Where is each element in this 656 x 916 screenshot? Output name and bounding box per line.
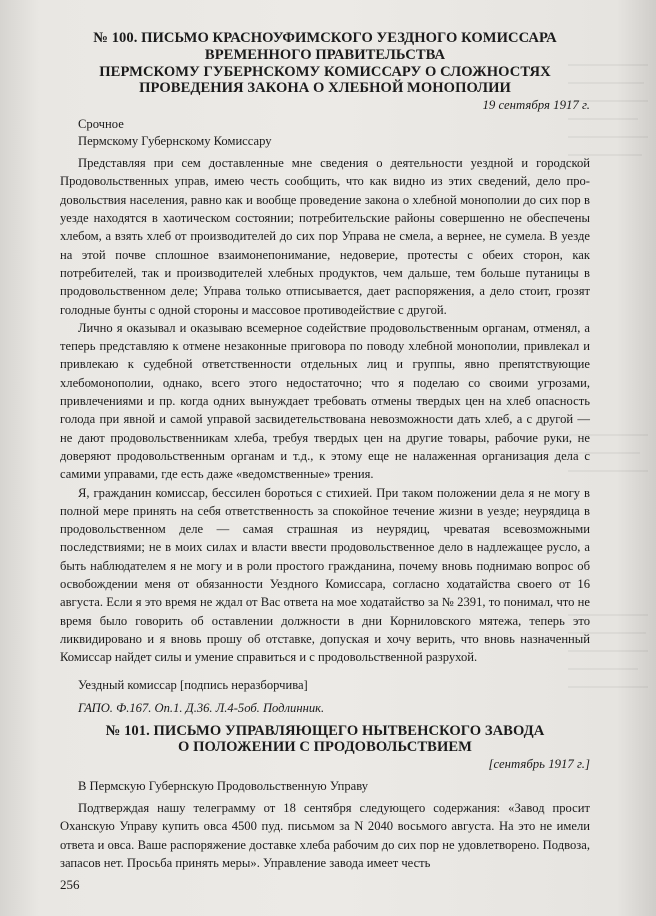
page-content [60,30,590,872]
doc100-title-line: ВРЕМЕННОГО ПРАВИТЕЛЬСТВА [204,46,446,63]
doc100-addressee: Пермскому Губернскому Комиссару [78,134,272,149]
doc100-paragraph: Лично я оказывал и оказываю всемерное содействие продовольственным органам, отменял, а теперь представляю к отмене незаконные приговора по поводу хлебной монополии, привлекал и привлекаю к судебной ответственности отдельных лиц и группы, явно препятствующие хлебомонополии, однако, всего этого недостаточно; что я поделаю со своими угрозами, привлечениями и пр. когда одних вынуждает требовать отмены твердых цен на хлеб опасность голода при явной и самой управой засвидетельствована невозможности дать хлеб, а с другой — не дают продовольственникам хлеба, требуя твердых цен на другие товары, рабочие руки, не доверяют продовольственным органам и т.д., к этому еще не налаженная организация дела с самими управами, где есть даже «ведомственные» трения. [60,320,590,482]
doc100-title-line: ПЕРМСКОМУ ГУБЕРНСКОМУ КОМИССАРУ О СЛОЖНОСТЯХ [99,63,551,80]
document-101 [60,723,590,873]
doc101-title-line: О ПОЛОЖЕНИИ С ПРОДОВОЛЬСТВИЕМ [178,739,472,756]
doc100-paragraph: Я, гражданин комиссар, бессилен бороться с стихией. При таком положении дела я не могу в полной мере принять на себя ответственность за спокойное течение жизни в уезде; неурядица в продовольственном деле — самая страшная из неурядиц, чреватая всевозможными последствиями; не в моих силах и власти ввести продовольственное дело в надлежащее русло, а быть наблюдателем я не могу и в роли простого гражданина, почему вновь поднимаю вопрос об освобождении меня от обязанности Уездного Комиссара, согласно ходатайства своего от 16 августа. Если я это время не ждал от Вас ответа на мое ходатайство за № 2391, то понимал, что не время было говорить об оставлении должности в дни Корниловского мятежа, теперь это ликвидировано и я вновь прошу об отставке, допуская и хочу верить, что вновь назначенный Комиссар найдет силы и умение справиться и с продовольственной разрухой. [60,485,590,665]
document-100 [60,30,590,717]
doc100-paragraph: Представляя при сем доставленные мне сведения о деятельности уездной и городской Продовольственных управ, имею честь сообщить, что как видно из этих сведений, дело продовольствия населения, равно как и вообще проведение закона о хлебной монополии до сих пор в уезде находятся в хаотическом состоянии; потребительские районы совершенно не обеспечены хлебом, а взять хлеб от производителей до сих пор Управа не смела, а вернее, не сумела. В уезде на этой почве сплошное взаимонепонимание, недоверие, протесты с обеих сторон, как потребителей, так и производителей хлебных продуктов, чем дальше, тем больше путаницы в продовольственном деле; Управа только отписывается, дает распоряжения, а дело стоит, грозят голодные бунты с одной стороны и массовое противодействие с другой. [60,156,590,317]
doc100-title [60,30,590,97]
doc101-title-line: № 101. ПИСЬМО УПРАВЛЯЮЩЕГО НЫТВЕНСКОГО ЗАВОДА [105,722,545,739]
doc100-signature: Уездный комиссар [подпись неразборчива] [78,677,308,692]
doc100-source: ГАПО. Ф.167. Оп.1. Д.36. Л.4-5об. Подлинник. [78,700,325,715]
doc100-date: 19 сентября 1917 г. [482,98,590,113]
doc101-paragraph: Подтверждая нашу телеграмму от 18 сентября следующего содержания: «Завод просит Оханскую Управу купить овса 4500 пуд. письмом за N 2040 восьмого августа. На это не имели ответа и овса. Ваше распоряжение доставке хлеба рабочим до сих пор не удовлетворено. Подвоза, запасов нет. Просьба принять меры». Управление завода имеет честь [60,801,590,870]
doc101-title [60,723,590,757]
doc101-addressee: В Пермскую Губернскую Продовольственную Управу [78,779,369,794]
page-number: 256 [60,877,80,892]
doc101-date: [сентябрь 1917 г.] [488,757,590,772]
doc100-title-line: № 100. ПИСЬМО КРАСНОУФИМСКОГО УЕЗДНОГО КОМИССАРА [93,30,557,46]
doc100-title-line: ПРОВЕДЕНИЯ ЗАКОНА О ХЛЕБНОЙ МОНОПОЛИИ [139,80,511,97]
doc100-urgency: Срочное [78,117,124,132]
